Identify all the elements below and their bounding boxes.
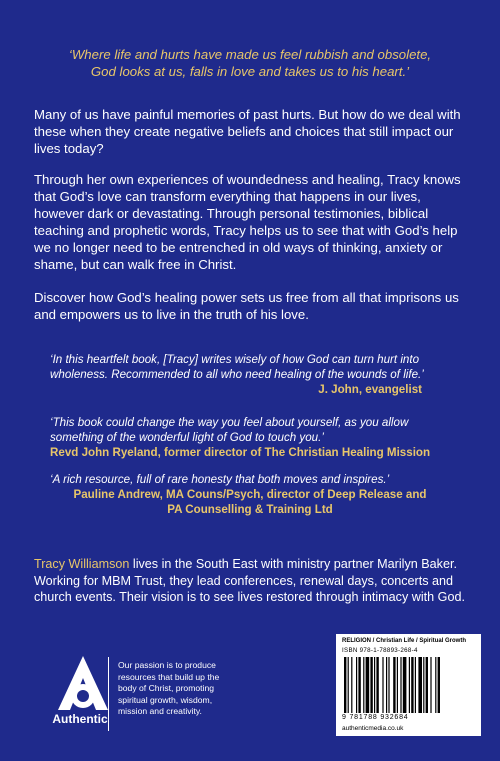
blurb-line: that God’s love can transform everything that happens in our lives,	[34, 189, 421, 204]
endorsement-quote-line: wholeness. Recommended to all who need healing of the wounds of life.’	[50, 368, 424, 381]
endorsement-quote	[50, 352, 450, 382]
blurb-paragraph-3	[34, 289, 466, 323]
endorsement-quote	[50, 415, 450, 445]
barcode-icon	[344, 657, 474, 713]
bio-text: lives in the South East with ministry partner Marilyn Baker.	[129, 557, 457, 571]
blurb-line: Many of us have painful memories of past hurts. But how do we deal with	[34, 107, 461, 122]
blurb-line: shame, but can walk free in Christ.	[34, 257, 237, 272]
endorsement-quote-line: ‘A rich resource, full of rare honesty that both moves and inspires.’	[50, 473, 390, 486]
blurb-line: these when they create negative beliefs and choices that still impact our	[34, 124, 454, 139]
publisher-url: authenticmedia.co.uk	[342, 725, 404, 732]
divider	[108, 657, 109, 731]
attribution-line: J. John, evangelist	[318, 383, 422, 396]
bio-line: Working for MBM Trust, they lead conferences, renewal days, concerts and	[34, 573, 454, 588]
endorsement-quote-line: ‘This book could change the way you feel about yourself, as you allow	[50, 416, 409, 429]
blurb-paragraph-2	[34, 171, 466, 273]
publisher-logo-label: Authentic	[52, 712, 108, 726]
attribution-line: PA Counselling & Training Ltd	[167, 503, 333, 516]
endorsement-attribution	[50, 382, 450, 397]
barcode-digits: 9 781788 932684	[342, 714, 409, 721]
blurb-line: teaching and prophetic words, Tracy helps us to see that with God’s help	[34, 223, 458, 238]
blurb-line: Discover how God’s healing power sets us free from all that imprisons us	[34, 290, 459, 305]
publisher-mission	[118, 660, 288, 718]
author-bio	[34, 556, 466, 606]
blurb-paragraph-1	[34, 106, 466, 157]
top-quote-line: God looks at us, falls in love and takes us to his heart.’	[90, 64, 410, 79]
mission-line: spiritual growth, wisdom,	[118, 694, 213, 705]
endorsement-quote-line: ‘In this heartfelt book, [Tracy] writes wisely of how God can turn hurt into	[50, 353, 420, 366]
endorsement-quote-line: something of the wonderful light of God to touch you.’	[50, 431, 324, 444]
author-name: Tracy Williamson	[34, 557, 130, 571]
endorsement-attribution	[50, 445, 450, 460]
mission-line: body of Christ, promoting	[118, 683, 215, 694]
blurb-line: and empowers us to live in the truth of his love.	[34, 307, 309, 322]
bio-line: church events. Their vision is to see lives restored through intimacy with God.	[34, 590, 465, 604]
attribution-line: Pauline Andrew, MA Couns/Psych, director of Deep Release and	[73, 488, 427, 501]
blurb-line: Through her own experiences of woundedness and healing, Tracy knows	[34, 172, 461, 187]
isbn-label: ISBN 978-1-78893-268-4	[342, 647, 418, 654]
endorsement	[50, 415, 450, 460]
top-quote	[40, 46, 460, 80]
mission-line: mission and creativity.	[118, 706, 202, 717]
mission-line: resources that build up the	[118, 671, 220, 682]
attribution-line: Revd John Ryeland, former director of The Christian Healing Mission	[50, 446, 431, 459]
barcode-panel	[336, 634, 481, 736]
blurb-line: we no longer need to be entrenched in old ways of thinking, anxiety or	[34, 240, 443, 255]
endorsement-attribution	[50, 487, 450, 517]
endorsement-quote	[50, 472, 450, 487]
endorsement	[50, 472, 450, 517]
top-quote-line: ‘Where life and hurts have made us feel rubbish and obsolete,	[68, 47, 432, 62]
mission-line: Our passion is to produce	[118, 660, 216, 670]
blurb-line: lives today?	[34, 141, 104, 156]
endorsement	[50, 352, 450, 397]
bio-line	[34, 556, 466, 573]
category-label: RELIGION / Christian Life / Spiritual Growth	[342, 638, 467, 644]
blurb-line: however dark or devastating. Through personal testimonies, biblical	[34, 206, 429, 221]
